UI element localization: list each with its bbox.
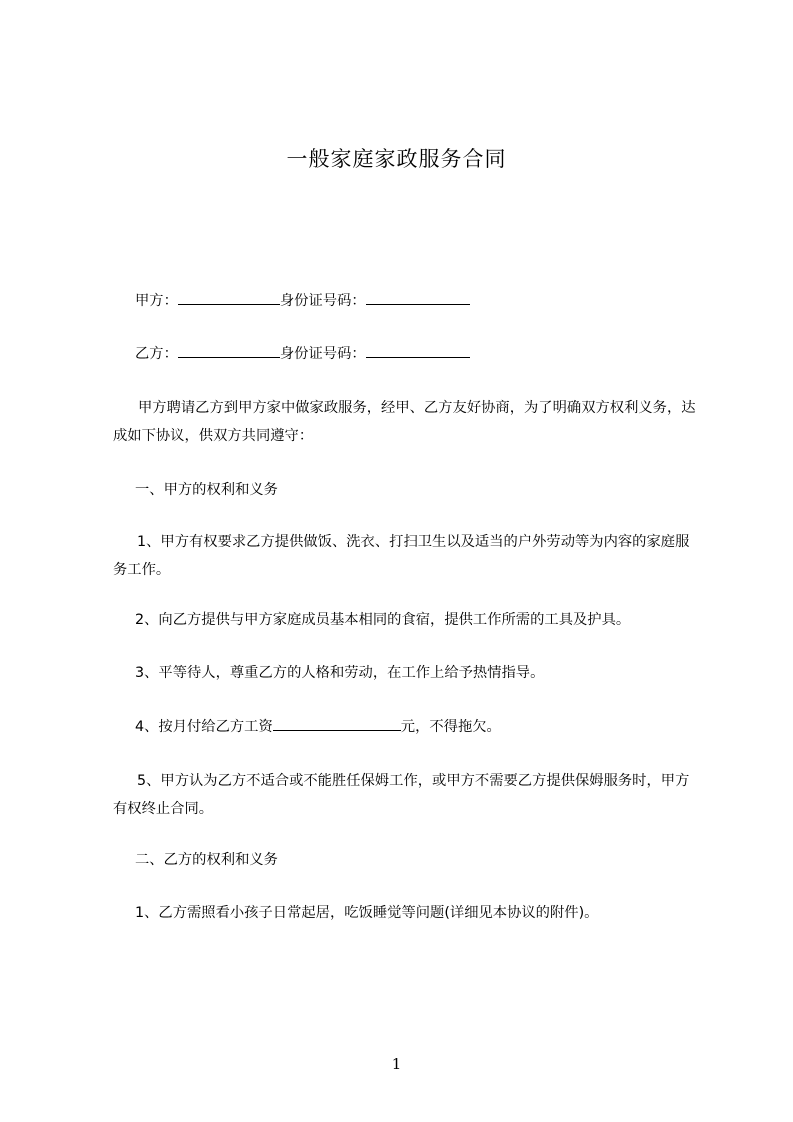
section1-item-2: 2、向乙方提供与甲方家庭成员基本相同的食宿，提供工作所需的工具及护具。 [135,612,631,628]
party-b-name-blank[interactable] [178,343,280,358]
party-a-label: 甲方： [135,293,178,309]
salary-label: 4、按月付给乙方工资 [135,719,273,735]
section1-item-1: 1、甲方有权要求乙方提供做饭、洗衣、打扫卫生以及适当的户外劳动等为内容的家庭服务工作。 [113,534,690,578]
section1-item-4 [113,713,703,741]
party-b-id-label: 身份证号码： [279,346,366,362]
section2-heading: 二、乙方的权利和义务 [135,852,278,868]
party-b-id-blank[interactable] [366,343,470,358]
party-a-name-blank[interactable] [178,290,280,305]
section1-item-5: 5、甲方认为乙方不适合或不能胜任保姆工作，或甲方不需要乙方提供保姆服务时，甲方有权终止合同。 [113,773,690,817]
party-a-line [113,287,703,315]
party-a-id-blank[interactable] [366,290,470,305]
section1-heading: 一、甲方的权利和义务 [135,482,278,498]
party-b-line [113,340,703,368]
intro-paragraph: 甲方聘请乙方到甲方家中做家政服务，经甲、乙方友好协商，为了明确双方权利义务，达成如下协议，供双方共同遵守： [113,400,696,444]
party-b-label: 乙方： [135,346,178,362]
salary-amount-blank[interactable] [273,716,401,731]
page-number: 1 [391,1055,402,1073]
document-title: 一般家庭家政服务合同 [286,147,507,171]
section2-item-1: 1、乙方需照看小孩子日常起居，吃饭睡觉等问题(详细见本协议的附件)。 [135,905,599,921]
salary-suffix: 元，不得拖欠。 [400,719,501,735]
party-a-id-label: 身份证号码： [279,293,366,309]
section1-item-3: 3、平等待人，尊重乙方的人格和劳动，在工作上给予热情指导。 [135,665,545,681]
